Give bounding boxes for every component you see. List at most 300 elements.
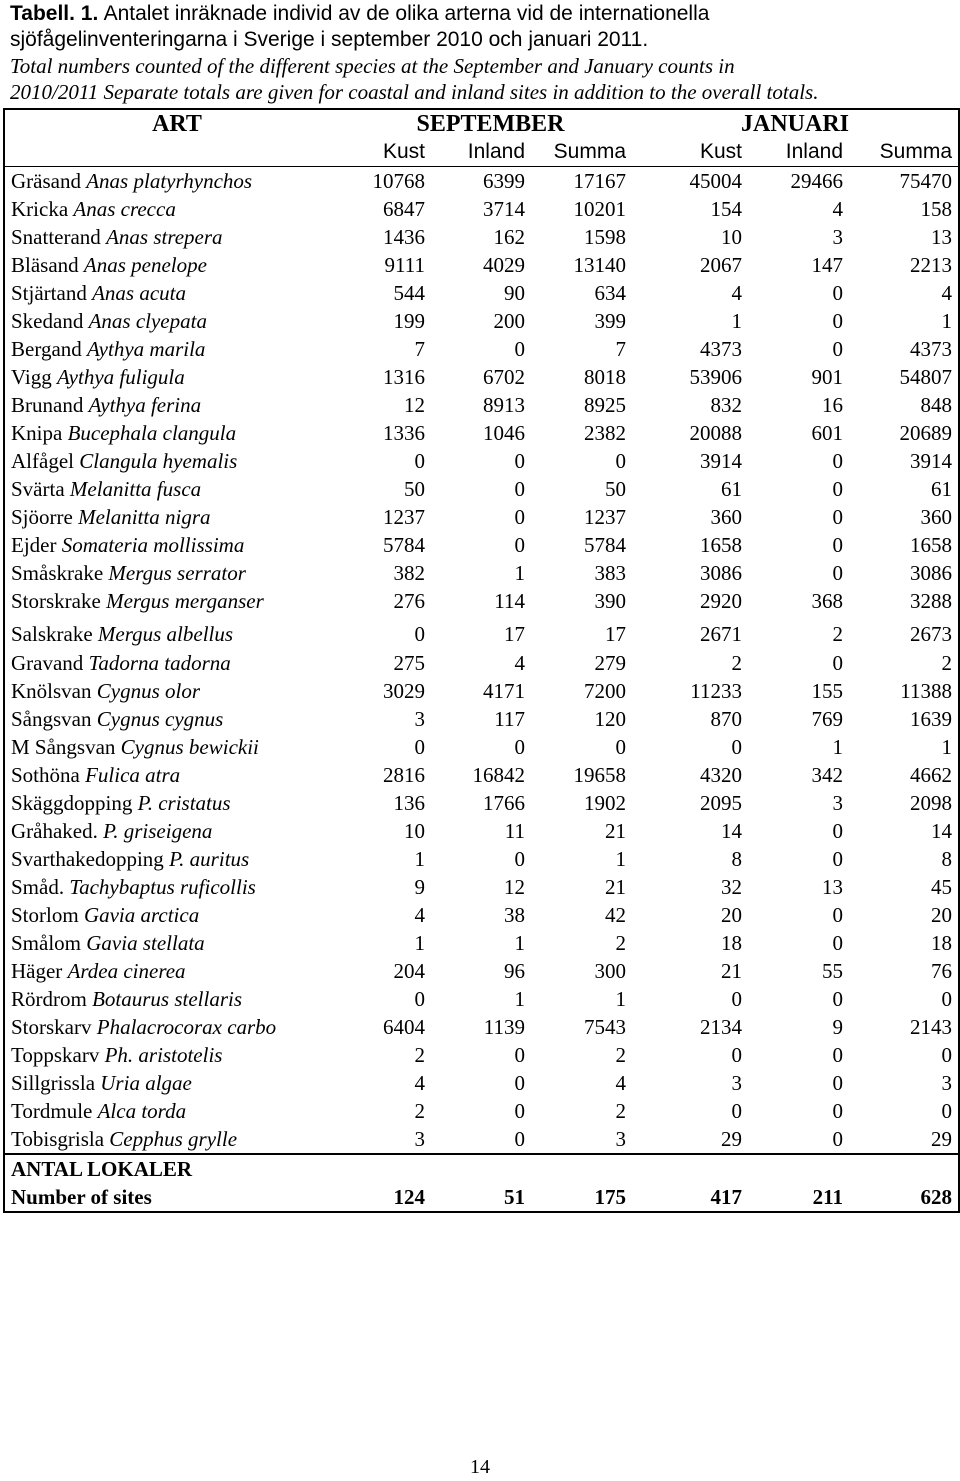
caption-label: Tabell. 1. [10, 2, 99, 25]
species-common-name: Gravand [11, 651, 84, 675]
sites-jan-kust: 417 [710, 1185, 742, 1209]
header-art: ART [152, 111, 202, 137]
count-jan-inland: 4 [832, 197, 843, 221]
sites-jan-summa: 628 [920, 1185, 953, 1209]
count-jan-inland: 1 [832, 735, 843, 759]
count-jan-summa: 2 [941, 651, 953, 675]
species-latin-name: Ph. aristotelis [104, 1043, 223, 1067]
table-row [4, 957, 959, 985]
count-sep-inland: 1139 [483, 1015, 525, 1039]
species-latin-name: Aythya ferina [88, 393, 202, 417]
species-latin-name: Cygnus cygnus [96, 707, 224, 731]
count-jan-inland: 0 [832, 987, 843, 1011]
count-sep-summa: 7543 [584, 1015, 626, 1039]
count-sep-kust: 6404 [383, 1015, 425, 1039]
count-sep-inland: 4029 [483, 253, 525, 277]
count-jan-kust: 0 [731, 735, 742, 759]
count-sep-inland: 17 [504, 622, 525, 646]
count-jan-inland: 368 [811, 589, 843, 613]
species-latin-name: Tadorna tadorna [88, 651, 231, 675]
count-jan-inland: 0 [832, 903, 843, 927]
species-common-name: Snatterand [11, 225, 101, 249]
count-sep-inland: 12 [504, 875, 525, 899]
count-sep-summa: 21 [605, 875, 626, 899]
count-jan-inland: 55 [822, 959, 843, 983]
table-row [4, 733, 959, 761]
count-jan-kust: 2067 [700, 253, 742, 277]
table-row [4, 307, 959, 335]
count-sep-inland: 6702 [483, 365, 525, 389]
count-sep-summa: 634 [594, 281, 626, 305]
table-row [4, 817, 959, 845]
count-jan-kust: 29 [721, 1127, 742, 1151]
species-latin-name: Aythya fuligula [57, 365, 185, 389]
count-jan-inland: 0 [832, 281, 843, 305]
count-jan-kust: 154 [710, 197, 742, 221]
count-jan-summa: 45 [931, 875, 953, 899]
count-jan-summa: 1 [941, 735, 953, 759]
count-sep-inland: 3714 [483, 197, 525, 221]
species-latin-name: Melanitta fusca [69, 477, 202, 501]
count-sep-inland: 16842 [472, 763, 525, 787]
count-sep-kust: 7 [414, 337, 425, 361]
count-sep-summa: 21 [605, 819, 626, 843]
count-sep-summa: 42 [605, 903, 626, 927]
count-sep-inland: 0 [514, 337, 525, 361]
count-jan-inland: 0 [832, 309, 843, 333]
count-sep-inland: 0 [514, 1127, 525, 1151]
table-row [4, 705, 959, 733]
species-common-name: Svärta [11, 477, 65, 501]
species-latin-name: Anas crecca [73, 197, 176, 221]
species-name [4, 1097, 349, 1125]
species-name [4, 957, 349, 985]
count-jan-summa: 3 [941, 1071, 953, 1095]
caption-en-1: Total numbers counted of the different species at the September and January counts in [10, 54, 735, 78]
count-jan-kust: 20088 [689, 421, 742, 445]
species-common-name: Sillgrissla [11, 1071, 96, 1095]
count-sep-kust: 9 [414, 875, 425, 899]
table-row [4, 419, 959, 447]
count-jan-kust: 61 [721, 477, 742, 501]
count-jan-summa: 1639 [910, 707, 953, 731]
species-name [4, 195, 349, 223]
table-row [4, 929, 959, 957]
count-jan-kust: 53906 [689, 365, 742, 389]
count-sep-kust: 3 [414, 1127, 425, 1151]
header-januari: JANUARI [741, 111, 849, 137]
count-sep-kust: 1 [414, 931, 425, 955]
count-sep-inland: 0 [514, 1071, 525, 1095]
species-latin-name: Melanitta nigra [78, 505, 211, 529]
species-common-name: Bergand [11, 337, 82, 361]
sites-label-en: Number of sites [11, 1185, 152, 1209]
species-latin-name: Somateria mollissima [61, 533, 245, 557]
count-sep-summa: 1 [615, 987, 626, 1011]
count-sep-kust: 276 [393, 589, 425, 613]
count-sep-kust: 2 [414, 1043, 425, 1067]
count-jan-kust: 832 [710, 393, 742, 417]
species-name [4, 307, 349, 335]
count-sep-inland: 90 [504, 281, 525, 305]
species-name [4, 1125, 349, 1154]
header-sep-inland: Inland [467, 140, 525, 163]
table-caption [10, 0, 955, 105]
species-latin-name: Aythya marila [87, 337, 206, 361]
species-common-name: M Sångsvan [11, 735, 116, 759]
count-sep-summa: 7 [615, 337, 626, 361]
count-jan-kust: 4320 [700, 763, 742, 787]
caption-line-1 [10, 0, 955, 27]
table-row [4, 1097, 959, 1125]
count-sep-kust: 275 [393, 651, 425, 675]
table-row [4, 677, 959, 705]
sites-label-sv: ANTAL LOKALER [11, 1157, 193, 1181]
species-name [4, 929, 349, 957]
species-name [4, 817, 349, 845]
count-sep-summa: 2 [615, 1043, 626, 1067]
count-sep-kust: 199 [393, 309, 425, 333]
species-latin-name: Anas platyrhynchos [86, 169, 253, 193]
count-jan-summa: 8 [941, 847, 953, 871]
count-jan-kust: 45004 [689, 169, 742, 193]
count-jan-summa: 20689 [899, 421, 953, 445]
table-row [4, 1069, 959, 1097]
count-sep-inland: 0 [514, 449, 525, 473]
count-sep-kust: 136 [393, 791, 425, 815]
table-row [4, 279, 959, 307]
species-latin-name: Cygnus olor [96, 679, 201, 703]
count-sep-summa: 279 [594, 651, 626, 675]
count-sep-summa: 4 [615, 1071, 626, 1095]
sites-sep-inland: 51 [504, 1185, 525, 1209]
species-latin-name: Cygnus bewickii [120, 735, 259, 759]
count-sep-kust: 1316 [383, 365, 425, 389]
count-sep-kust: 6847 [383, 197, 425, 221]
count-jan-inland: 0 [832, 1099, 843, 1123]
count-jan-inland: 155 [811, 679, 843, 703]
count-jan-summa: 848 [920, 393, 953, 417]
species-latin-name: Tachybaptus ruficollis [69, 875, 256, 899]
count-sep-summa: 2382 [584, 421, 626, 445]
species-latin-name: P. cristatus [137, 791, 231, 815]
count-jan-inland: 29466 [790, 169, 843, 193]
species-name [4, 733, 349, 761]
count-sep-kust: 12 [404, 393, 425, 417]
count-jan-kust: 4 [731, 281, 742, 305]
count-sep-kust: 4 [414, 903, 425, 927]
table-row [4, 195, 959, 223]
count-sep-kust: 2 [414, 1099, 425, 1123]
species-name [4, 279, 349, 307]
count-jan-summa: 20 [931, 903, 953, 927]
species-name [4, 475, 349, 503]
species-common-name: Ejder [11, 533, 57, 557]
header-row-main [4, 109, 959, 138]
table-row [4, 985, 959, 1013]
species-common-name: Småd. [11, 875, 65, 899]
count-jan-inland: 0 [832, 533, 843, 557]
count-jan-inland: 147 [811, 253, 843, 277]
count-jan-summa: 76 [931, 959, 953, 983]
count-sep-kust: 1 [414, 847, 425, 871]
count-sep-inland: 1766 [483, 791, 525, 815]
table-row [4, 559, 959, 587]
count-jan-inland: 2 [832, 622, 843, 646]
count-jan-summa: 3086 [910, 561, 953, 585]
count-jan-summa: 14 [931, 819, 953, 843]
species-count-table [3, 108, 960, 1213]
count-sep-kust: 0 [414, 987, 425, 1011]
count-sep-inland: 1 [514, 561, 525, 585]
count-sep-summa: 399 [594, 309, 626, 333]
count-sep-inland: 1046 [483, 421, 525, 445]
count-sep-summa: 300 [594, 959, 626, 983]
count-jan-inland: 601 [811, 421, 843, 445]
species-name [4, 391, 349, 419]
species-latin-name: Gavia arctica [83, 903, 200, 927]
species-name [4, 251, 349, 279]
count-sep-summa: 2 [615, 931, 626, 955]
count-jan-kust: 21 [721, 959, 742, 983]
species-name [4, 363, 349, 391]
count-jan-kust: 870 [710, 707, 742, 731]
table-row [4, 475, 959, 503]
count-jan-summa: 75470 [899, 169, 953, 193]
table-row [4, 845, 959, 873]
count-sep-kust: 50 [404, 477, 425, 501]
species-name [4, 503, 349, 531]
count-sep-kust: 0 [414, 735, 425, 759]
page-number: 14 [470, 1456, 490, 1478]
species-common-name: Brunand [11, 393, 84, 417]
count-jan-kust: 1 [731, 309, 742, 333]
species-common-name: Sjöorre [11, 505, 73, 529]
header-sep-kust: Kust [382, 140, 425, 163]
count-jan-summa: 158 [920, 197, 953, 221]
species-common-name: Skäggdopping [11, 791, 133, 815]
count-sep-inland: 117 [494, 707, 525, 731]
count-jan-kust: 4373 [700, 337, 742, 361]
species-latin-name: Anas acuta [92, 281, 186, 305]
count-sep-kust: 2816 [383, 763, 425, 787]
count-jan-kust: 2095 [700, 791, 742, 815]
species-latin-name: Ardea cinerea [67, 959, 186, 983]
count-jan-summa: 360 [920, 505, 953, 529]
count-sep-kust: 1436 [383, 225, 425, 249]
table-row [4, 251, 959, 279]
count-jan-kust: 14 [721, 819, 742, 843]
count-sep-inland: 162 [493, 225, 525, 249]
count-jan-inland: 0 [832, 819, 843, 843]
species-name [4, 705, 349, 733]
species-name [4, 1069, 349, 1097]
count-sep-kust: 10 [404, 819, 425, 843]
count-jan-summa: 2673 [910, 622, 953, 646]
species-latin-name: Gavia stellata [86, 931, 205, 955]
species-latin-name: Alca torda [97, 1099, 187, 1123]
count-jan-kust: 2920 [700, 589, 742, 613]
species-latin-name: Mergus serrator [108, 561, 246, 585]
species-latin-name: Fulica atra [85, 763, 181, 787]
count-jan-summa: 4 [941, 281, 953, 305]
count-jan-kust: 360 [710, 505, 742, 529]
species-common-name: Rördrom [11, 987, 87, 1011]
count-jan-inland: 0 [832, 337, 843, 361]
species-name [4, 873, 349, 901]
count-sep-summa: 0 [615, 735, 626, 759]
species-common-name: Häger [11, 959, 63, 983]
species-latin-name: Uria algae [100, 1071, 192, 1095]
species-common-name: Sångsvan [11, 707, 92, 731]
count-jan-inland: 3 [832, 225, 843, 249]
table-row [4, 167, 959, 196]
count-jan-summa: 29 [931, 1127, 953, 1151]
count-jan-summa: 13 [931, 225, 953, 249]
count-sep-kust: 10768 [372, 169, 425, 193]
table-row [4, 761, 959, 789]
species-name [4, 531, 349, 559]
table-row [4, 531, 959, 559]
species-common-name: Knipa [11, 421, 63, 445]
count-sep-summa: 19658 [573, 763, 626, 787]
count-sep-kust: 1237 [383, 505, 425, 529]
count-jan-summa: 0 [941, 1043, 953, 1067]
species-common-name: Vigg [11, 365, 52, 389]
species-common-name: Svarthakedopping [11, 847, 164, 871]
species-common-name: Gräsand [11, 169, 81, 193]
count-sep-summa: 1902 [584, 791, 626, 815]
count-sep-inland: 38 [504, 903, 525, 927]
count-jan-summa: 0 [941, 987, 953, 1011]
count-jan-inland: 342 [811, 763, 843, 787]
species-name [4, 167, 349, 196]
count-sep-inland: 0 [514, 1099, 525, 1123]
count-jan-inland: 16 [822, 393, 843, 417]
count-sep-inland: 114 [494, 589, 525, 613]
count-sep-kust: 9111 [384, 253, 425, 277]
count-jan-kust: 2134 [700, 1015, 742, 1039]
table-row [4, 223, 959, 251]
species-common-name: Storlom [11, 903, 79, 927]
count-jan-inland: 0 [832, 449, 843, 473]
count-sep-summa: 1598 [584, 225, 626, 249]
species-common-name: Storskarv [11, 1015, 92, 1039]
caption-sv-2: sjöfågelinventeringarna i Sverige i september 2010 och januari 2011. [10, 28, 649, 51]
species-name [4, 419, 349, 447]
count-jan-kust: 10 [721, 225, 742, 249]
count-sep-summa: 13140 [573, 253, 626, 277]
species-latin-name: Mergus merganser [106, 589, 264, 613]
table-row [4, 587, 959, 615]
count-jan-summa: 1658 [910, 533, 953, 557]
count-jan-summa: 1 [941, 309, 953, 333]
count-sep-summa: 3 [615, 1127, 626, 1151]
count-sep-inland: 200 [493, 309, 525, 333]
count-jan-inland: 901 [811, 365, 843, 389]
count-sep-inland: 6399 [483, 169, 525, 193]
count-sep-inland: 4171 [483, 679, 525, 703]
count-jan-kust: 3914 [700, 449, 742, 473]
sites-sep-kust: 124 [393, 1185, 425, 1209]
species-common-name: Toppskarv [11, 1043, 100, 1067]
species-common-name: Salskrake [11, 622, 93, 646]
table-row [4, 1125, 959, 1154]
count-sep-kust: 3 [414, 707, 425, 731]
species-common-name: Tordmule [11, 1099, 93, 1123]
species-name [4, 1041, 349, 1069]
count-sep-inland: 4 [514, 651, 525, 675]
header-september: SEPTEMBER [416, 111, 565, 137]
species-latin-name: Phalacrocorax carbo [96, 1015, 277, 1039]
count-jan-summa: 3288 [910, 589, 953, 613]
count-jan-inland: 769 [811, 707, 843, 731]
species-common-name: Kricka [11, 197, 69, 221]
count-jan-kust: 20 [721, 903, 742, 927]
header-row-sub [4, 138, 959, 167]
count-jan-inland: 9 [832, 1015, 843, 1039]
count-jan-inland: 0 [832, 561, 843, 585]
count-sep-kust: 1336 [383, 421, 425, 445]
count-jan-kust: 1658 [700, 533, 742, 557]
table-row [4, 873, 959, 901]
count-sep-summa: 8018 [584, 365, 626, 389]
count-jan-summa: 11388 [900, 679, 953, 703]
count-jan-inland: 3 [832, 791, 843, 815]
count-sep-summa: 2 [615, 1099, 626, 1123]
count-sep-kust: 4 [414, 1071, 425, 1095]
table-row [4, 447, 959, 475]
header-blank [4, 138, 349, 167]
count-sep-kust: 0 [414, 449, 425, 473]
count-jan-inland: 0 [832, 651, 843, 675]
species-name [4, 901, 349, 929]
species-name [4, 789, 349, 817]
species-name [4, 761, 349, 789]
header-jan-summa: Summa [879, 140, 953, 163]
species-name [4, 447, 349, 475]
count-jan-inland: 0 [832, 931, 843, 955]
count-sep-kust: 204 [393, 959, 425, 983]
species-common-name: Knölsvan [11, 679, 92, 703]
count-sep-inland: 11 [504, 819, 525, 843]
count-jan-inland: 0 [832, 1043, 843, 1067]
count-jan-summa: 54807 [899, 365, 953, 389]
count-jan-summa: 2213 [910, 253, 953, 277]
species-common-name: Storskrake [11, 589, 101, 613]
count-jan-kust: 3 [731, 1071, 742, 1095]
species-common-name: Tobisgrisla [11, 1127, 105, 1151]
species-common-name: Sothöna [11, 763, 80, 787]
species-common-name: Bläsand [11, 253, 79, 277]
count-sep-summa: 8925 [584, 393, 626, 417]
count-jan-inland: 0 [832, 1127, 843, 1151]
count-sep-summa: 1237 [584, 505, 626, 529]
count-jan-kust: 32 [721, 875, 742, 899]
count-sep-inland: 8913 [483, 393, 525, 417]
table-row [4, 615, 959, 649]
species-latin-name: P. griseigena [103, 819, 213, 843]
count-sep-kust: 544 [393, 281, 425, 305]
table-row [4, 1041, 959, 1069]
count-jan-kust: 11233 [690, 679, 742, 703]
count-sep-kust: 382 [393, 561, 425, 585]
table-row [4, 649, 959, 677]
count-sep-inland: 0 [514, 847, 525, 871]
species-latin-name: Anas strepera [106, 225, 223, 249]
count-jan-inland: 0 [832, 847, 843, 871]
count-jan-kust: 0 [731, 987, 742, 1011]
